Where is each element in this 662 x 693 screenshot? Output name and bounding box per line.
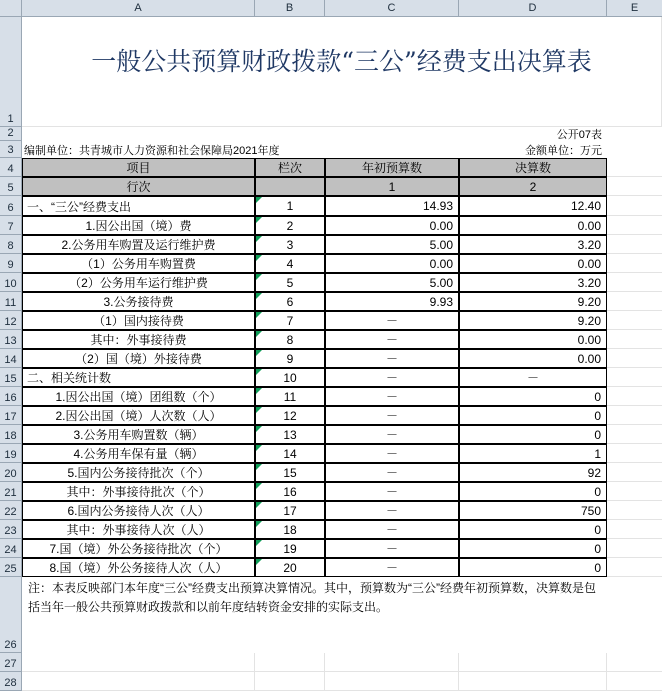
cell-e16[interactable] bbox=[607, 387, 662, 406]
row-header-11[interactable]: 11 bbox=[0, 292, 22, 311]
row-header-21[interactable]: 21 bbox=[0, 482, 22, 501]
table-note[interactable]: 注：本表反映部门本年度“三公”经费支出预算决算情况。其中，预算数为“三公”经费年初预算数，决算数是包括当年一般公共预算财政拨款和以前年度结转资金安排的实际支出。 bbox=[28, 581, 596, 614]
error-marker-icon bbox=[256, 426, 262, 432]
cell-b28[interactable] bbox=[255, 672, 325, 691]
cell-e3[interactable] bbox=[607, 141, 662, 158]
cell-d27[interactable] bbox=[459, 653, 607, 672]
cell-e7[interactable] bbox=[607, 216, 662, 235]
table-row-item[interactable]: 5.国内公务接待批次（个） bbox=[22, 463, 255, 482]
cell-b5[interactable] bbox=[255, 177, 325, 196]
row-header-5[interactable]: 5 bbox=[0, 177, 22, 196]
table-row-no[interactable]: 1 bbox=[255, 196, 325, 216]
table-row-item[interactable]: 二、相关统计数 bbox=[22, 368, 255, 387]
table-row-item[interactable]: （2）公务用车运行维护费 bbox=[22, 273, 255, 292]
cell-e12[interactable] bbox=[607, 311, 662, 330]
cell-e27[interactable] bbox=[607, 653, 662, 672]
error-marker-icon bbox=[256, 369, 262, 375]
row-header-6[interactable]: 6 bbox=[0, 196, 22, 216]
column-header-a[interactable]: A bbox=[22, 0, 255, 17]
amount-unit[interactable]: 金额单位：万元 bbox=[525, 144, 602, 157]
error-marker-icon bbox=[256, 274, 262, 280]
row-header-15[interactable]: 15 bbox=[0, 368, 22, 387]
row-header-9[interactable]: 9 bbox=[0, 254, 22, 273]
error-marker-icon bbox=[256, 483, 262, 489]
error-marker-icon bbox=[256, 502, 262, 508]
table-row-item[interactable]: 3.公务接待费 bbox=[22, 292, 255, 311]
row-header-2[interactable]: 2 bbox=[0, 127, 22, 141]
cell-e24[interactable] bbox=[607, 539, 662, 558]
table-row-budget[interactable]: － bbox=[325, 558, 459, 577]
table-row-item[interactable]: 4.公务用车保有量（辆） bbox=[22, 444, 255, 463]
header-item[interactable]: 项目 bbox=[22, 158, 255, 177]
cell-d28[interactable] bbox=[459, 672, 607, 691]
cell-e21[interactable] bbox=[607, 482, 662, 501]
row-header-19[interactable]: 19 bbox=[0, 444, 22, 463]
table-row-final[interactable]: 3.20 bbox=[459, 273, 607, 292]
row-header-4[interactable]: 4 bbox=[0, 158, 22, 177]
header-final-no[interactable]: 2 bbox=[459, 177, 607, 196]
cell-e10[interactable] bbox=[607, 273, 662, 292]
header-final[interactable]: 决算数 bbox=[459, 158, 607, 177]
table-row-budget[interactable]: 5.00 bbox=[325, 273, 459, 292]
table-row-item[interactable]: 一、“三公”经费支出 bbox=[22, 196, 255, 216]
table-row-final[interactable]: 3.20 bbox=[459, 235, 607, 254]
table-row-item[interactable]: 其中：外事接待费 bbox=[22, 330, 255, 349]
table-row-budget[interactable]: － bbox=[325, 368, 459, 387]
cell-e18[interactable] bbox=[607, 425, 662, 444]
table-row-final[interactable]: 12.40 bbox=[459, 196, 607, 216]
row-header-1[interactable]: 1 bbox=[0, 17, 22, 127]
row-header-16[interactable]: 16 bbox=[0, 387, 22, 406]
table-row-no[interactable]: 2 bbox=[255, 216, 325, 235]
cell-e4[interactable] bbox=[607, 158, 662, 177]
table-row-no[interactable]: 17 bbox=[255, 501, 325, 520]
error-marker-icon bbox=[256, 255, 262, 261]
cell-e26[interactable] bbox=[607, 577, 662, 653]
column-header-e[interactable]: E bbox=[607, 0, 662, 17]
cell-e5[interactable] bbox=[607, 177, 662, 196]
row-header-7[interactable]: 7 bbox=[0, 216, 22, 235]
cell-e6[interactable] bbox=[607, 196, 662, 216]
error-marker-icon bbox=[256, 445, 262, 451]
table-row-budget[interactable]: － bbox=[325, 330, 459, 349]
table-row-budget[interactable]: － bbox=[325, 501, 459, 520]
table-row-budget[interactable]: － bbox=[325, 539, 459, 558]
table-row-no[interactable]: 20 bbox=[255, 558, 325, 577]
table-row-final[interactable]: 0.00 bbox=[459, 330, 607, 349]
table-row-budget[interactable]: 5.00 bbox=[325, 235, 459, 254]
row-header-12[interactable]: 12 bbox=[0, 311, 22, 330]
cell-e25[interactable] bbox=[607, 558, 662, 577]
cell-e17[interactable] bbox=[607, 406, 662, 425]
table-row-budget[interactable]: － bbox=[325, 349, 459, 368]
table-row-final[interactable]: 0.00 bbox=[459, 349, 607, 368]
row-header-18[interactable]: 18 bbox=[0, 425, 22, 444]
table-row-item[interactable]: 2.公务用车购置及运行维护费 bbox=[22, 235, 255, 254]
table-row-no[interactable]: 6 bbox=[255, 292, 325, 311]
table-row-no[interactable]: 12 bbox=[255, 406, 325, 425]
cell-e19[interactable] bbox=[607, 444, 662, 463]
header-row-no[interactable]: 行次 bbox=[22, 177, 255, 196]
cell-e14[interactable] bbox=[607, 349, 662, 368]
row-header-23[interactable]: 23 bbox=[0, 520, 22, 539]
cell-e15[interactable] bbox=[607, 368, 662, 387]
table-row-no[interactable]: 11 bbox=[255, 387, 325, 406]
table-row-item[interactable]: 其中：外事接待批次（个） bbox=[22, 482, 255, 501]
error-marker-icon bbox=[256, 540, 262, 546]
cell-e8[interactable] bbox=[607, 235, 662, 254]
table-row-budget[interactable]: － bbox=[325, 311, 459, 330]
cell-c27[interactable] bbox=[325, 653, 459, 672]
column-header-d[interactable]: D bbox=[459, 0, 607, 17]
table-row-budget[interactable]: 14.93 bbox=[325, 196, 459, 216]
table-row-budget[interactable]: 0.00 bbox=[325, 254, 459, 273]
table-row-budget[interactable]: 9.93 bbox=[325, 292, 459, 311]
row-header-20[interactable]: 20 bbox=[0, 463, 22, 482]
table-row-no[interactable]: 10 bbox=[255, 368, 325, 387]
table-row-item[interactable]: （1）公务用车购置费 bbox=[22, 254, 255, 273]
table-row-no[interactable]: 9 bbox=[255, 349, 325, 368]
table-row-no[interactable]: 3 bbox=[255, 235, 325, 254]
table-row-final[interactable]: 0.00 bbox=[459, 254, 607, 273]
table-row-item[interactable]: 其中：外事接待人次（人） bbox=[22, 520, 255, 539]
table-row-final[interactable]: 0 bbox=[459, 520, 607, 539]
table-row-no[interactable]: 8 bbox=[255, 330, 325, 349]
table-row-no[interactable]: 16 bbox=[255, 482, 325, 501]
table-row-item[interactable]: 8.国（境）外公务接待人次（人） bbox=[22, 558, 255, 577]
table-row-no[interactable]: 19 bbox=[255, 539, 325, 558]
select-all-corner[interactable] bbox=[0, 0, 22, 17]
table-row-final[interactable]: 750 bbox=[459, 501, 607, 520]
table-row-item[interactable]: （1）国内接待费 bbox=[22, 311, 255, 330]
table-row-item[interactable]: 7.国（境）外公务接待批次（个） bbox=[22, 539, 255, 558]
table-row-item[interactable]: （2）国（境）外接待费 bbox=[22, 349, 255, 368]
table-row-final[interactable]: 9.20 bbox=[459, 292, 607, 311]
table-row-final[interactable]: 0 bbox=[459, 482, 607, 501]
table-row-item[interactable]: 3.公务用车购置数（辆） bbox=[22, 425, 255, 444]
row-header-14[interactable]: 14 bbox=[0, 349, 22, 368]
table-row-item[interactable]: 1.因公出国（境）费 bbox=[22, 216, 255, 235]
error-marker-icon bbox=[256, 407, 262, 413]
table-row-no[interactable]: 4 bbox=[255, 254, 325, 273]
compiling-unit[interactable]: 编制单位：共青城市人力资源和社会保障局2021年度 bbox=[24, 144, 280, 157]
row-header-24[interactable]: 24 bbox=[0, 539, 22, 558]
cell-e20[interactable] bbox=[607, 463, 662, 482]
error-marker-icon bbox=[256, 521, 262, 527]
table-row-item[interactable]: 1.因公出国（境）团组数（个） bbox=[22, 387, 255, 406]
cell-a28[interactable] bbox=[22, 672, 255, 691]
error-marker-icon bbox=[256, 464, 262, 470]
table-row-budget[interactable]: － bbox=[325, 406, 459, 425]
cell-e13[interactable] bbox=[607, 330, 662, 349]
row-header-27[interactable]: 27 bbox=[0, 653, 22, 672]
table-row-no[interactable]: 15 bbox=[255, 463, 325, 482]
row-header-17[interactable]: 17 bbox=[0, 406, 22, 425]
error-marker-icon bbox=[256, 559, 262, 565]
column-header-b[interactable]: B bbox=[255, 0, 325, 17]
cell-b27[interactable] bbox=[255, 653, 325, 672]
error-marker-icon bbox=[256, 312, 262, 318]
table-row-item[interactable]: 6.国内公务接待人次（人） bbox=[22, 501, 255, 520]
report-title[interactable]: 一般公共预算财政拨款“三公”经费支出决算表 bbox=[22, 17, 662, 127]
table-row-budget[interactable]: － bbox=[325, 482, 459, 501]
cell-e2[interactable] bbox=[607, 127, 662, 141]
row-header-22[interactable]: 22 bbox=[0, 501, 22, 520]
table-row-budget[interactable]: － bbox=[325, 520, 459, 539]
error-marker-icon bbox=[256, 293, 262, 299]
error-marker-icon bbox=[256, 236, 262, 242]
form-code[interactable]: 公开07表 bbox=[556, 129, 602, 141]
table-row-final[interactable]: 0.00 bbox=[459, 216, 607, 235]
table-row-final[interactable]: 0 bbox=[459, 425, 607, 444]
header-budget[interactable]: 年初预算数 bbox=[325, 158, 459, 177]
error-marker-icon bbox=[256, 331, 262, 337]
table-row-budget[interactable]: － bbox=[325, 387, 459, 406]
table-row-budget[interactable]: － bbox=[325, 463, 459, 482]
cell-e9[interactable] bbox=[607, 254, 662, 273]
column-header-row bbox=[0, 0, 662, 17]
cell-a27[interactable] bbox=[22, 653, 255, 672]
row-header-10[interactable]: 10 bbox=[0, 273, 22, 292]
error-marker-icon bbox=[256, 197, 262, 203]
table-row-final[interactable]: 0 bbox=[459, 406, 607, 425]
row-header-28[interactable]: 28 bbox=[0, 672, 22, 691]
row-header-8[interactable]: 8 bbox=[0, 235, 22, 254]
table-row-final[interactable]: 1 bbox=[459, 444, 607, 463]
cell-e28[interactable] bbox=[607, 672, 662, 691]
table-row-budget[interactable]: － bbox=[325, 425, 459, 444]
error-marker-icon bbox=[256, 217, 262, 223]
header-column-no[interactable]: 栏次 bbox=[255, 158, 325, 177]
table-row-no[interactable]: 18 bbox=[255, 520, 325, 539]
header-budget-no[interactable]: 1 bbox=[325, 177, 459, 196]
cell-e23[interactable] bbox=[607, 520, 662, 539]
cell-e11[interactable] bbox=[607, 292, 662, 311]
row-header-3[interactable]: 3 bbox=[0, 141, 22, 158]
table-row-no[interactable]: 13 bbox=[255, 425, 325, 444]
table-row-no[interactable]: 14 bbox=[255, 444, 325, 463]
table-row-final[interactable]: － bbox=[459, 368, 607, 387]
row-header-25[interactable]: 25 bbox=[0, 558, 22, 577]
table-row-final[interactable]: 0 bbox=[459, 539, 607, 558]
table-row-item[interactable]: 2.因公出国（境）人次数（人） bbox=[22, 406, 255, 425]
row-header-26[interactable]: 26 bbox=[0, 577, 22, 653]
cell-c28[interactable] bbox=[325, 672, 459, 691]
table-row-final[interactable]: 0 bbox=[459, 387, 607, 406]
cell-e22[interactable] bbox=[607, 501, 662, 520]
row-header-13[interactable]: 13 bbox=[0, 330, 22, 349]
table-row-budget[interactable]: 0.00 bbox=[325, 216, 459, 235]
error-marker-icon bbox=[256, 388, 262, 394]
table-row-final[interactable]: 92 bbox=[459, 463, 607, 482]
table-row-no[interactable]: 5 bbox=[255, 273, 325, 292]
column-header-c[interactable]: C bbox=[325, 0, 459, 17]
error-marker-icon bbox=[256, 350, 262, 356]
table-row-no[interactable]: 7 bbox=[255, 311, 325, 330]
table-row-budget[interactable]: － bbox=[325, 444, 459, 463]
table-row-final[interactable]: 0 bbox=[459, 558, 607, 577]
table-row-final[interactable]: 9.20 bbox=[459, 311, 607, 330]
